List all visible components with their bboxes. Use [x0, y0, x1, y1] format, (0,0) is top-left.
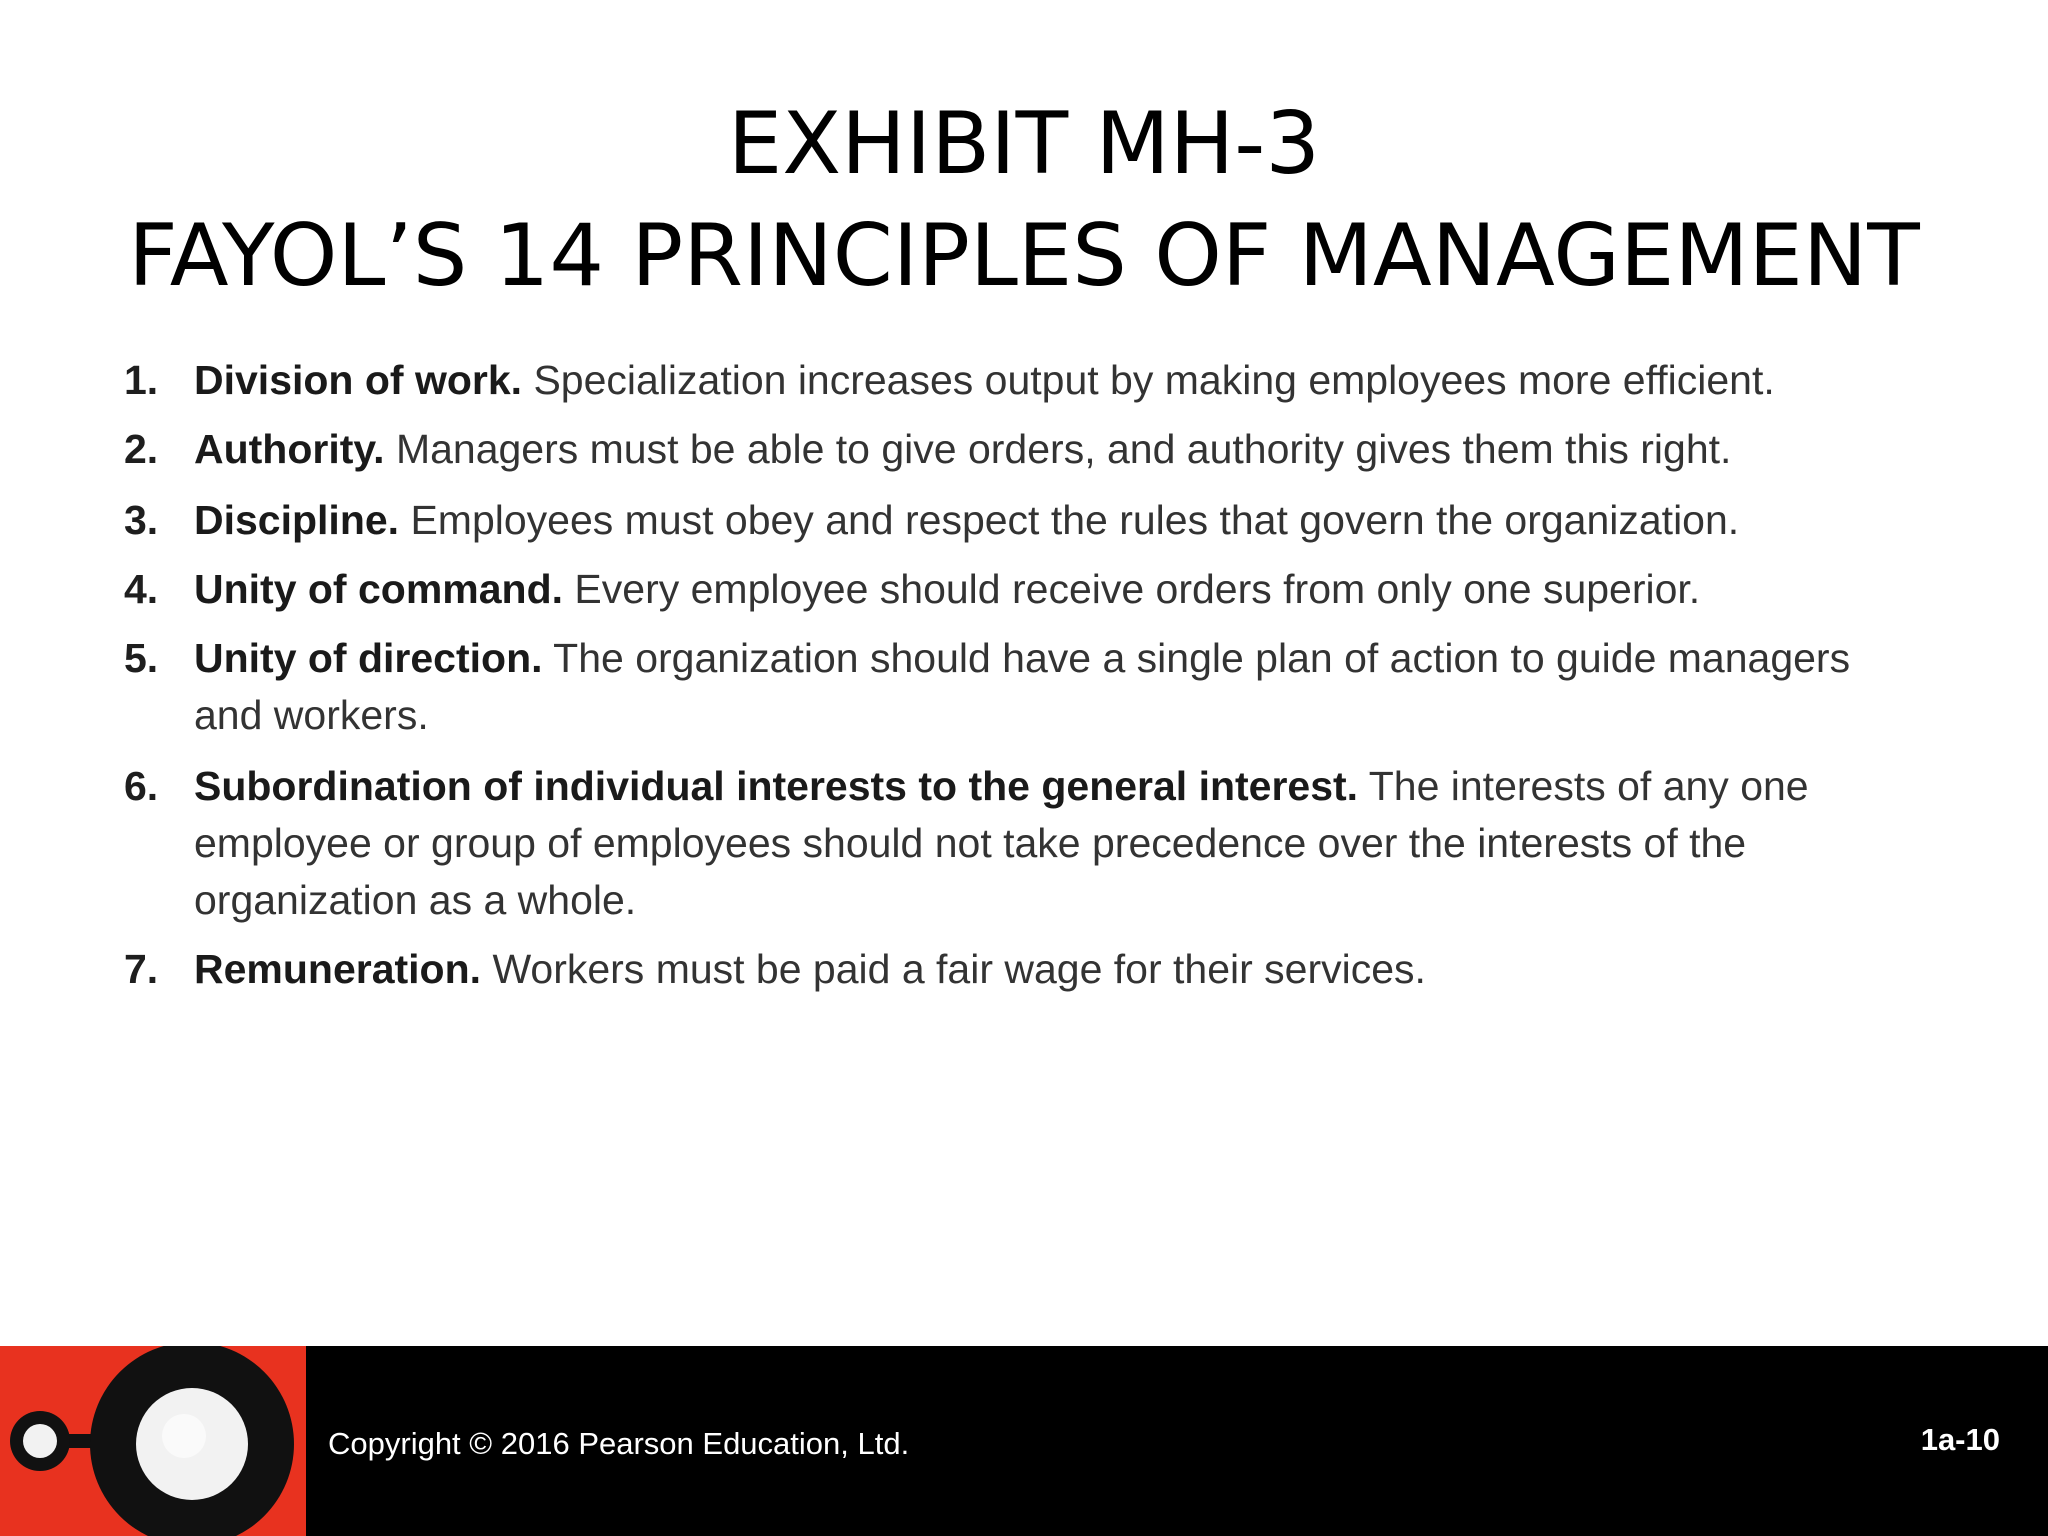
item-number: 1.: [124, 357, 159, 403]
pearson-logo-icon: [0, 1346, 306, 1536]
principles-list: [124, 352, 1904, 998]
list-item: [124, 758, 1904, 929]
principle-term: Division of work.: [194, 357, 523, 403]
list-item: [124, 421, 1904, 478]
principle-description: The interests of any one employee or group of employees should not take precedence over the interests of the organization as a whole.: [194, 763, 1809, 923]
item-number: 2.: [124, 426, 159, 472]
slide-title: [0, 88, 2048, 312]
list-item: [124, 492, 1904, 549]
item-number: 3.: [124, 497, 159, 543]
list-item: [124, 561, 1904, 618]
item-number: 6.: [124, 763, 159, 809]
principle-description: Specialization increases output by making employees more efficient.: [522, 357, 1775, 403]
principle-term: Unity of direction.: [194, 635, 543, 681]
footer-bar: [0, 1346, 2048, 1536]
copyright-text: Copyright © 2016 Pearson Education, Ltd.: [328, 1426, 910, 1461]
list-item: [124, 630, 1904, 744]
principle-description: Managers must be able to give orders, and authority gives them this right.: [384, 426, 1732, 472]
list-item: [124, 941, 1904, 998]
list-item: [124, 352, 1904, 409]
item-number: 7.: [124, 946, 159, 992]
logo-graphic: [0, 1346, 306, 1536]
principle-term: Remuneration.: [194, 946, 482, 992]
title-line-heading: FAYOL’S 14 PRINCIPLES OF MANAGEMENT: [128, 206, 1920, 306]
principle-description: Workers must be paid a fair wage for their services.: [481, 946, 1426, 992]
principle-term: Discipline.: [194, 497, 400, 543]
principle-description: Every employee should receive orders from only one superior.: [563, 566, 1701, 612]
title-line-exhibit: EXHIBIT MH-3: [727, 94, 1321, 194]
principle-description: The organization should have a single plan of action to guide managers and workers.: [194, 635, 1851, 738]
item-number: 5.: [124, 635, 159, 681]
principle-term: Authority.: [194, 426, 385, 472]
slide-number: 1a-10: [1920, 1422, 2000, 1457]
principle-term: Unity of command.: [194, 566, 564, 612]
principle-description: Employees must obey and respect the rules that govern the organization.: [399, 497, 1740, 543]
principle-term: Subordination of individual interests to the general interest.: [194, 763, 1359, 809]
item-number: 4.: [124, 566, 159, 612]
